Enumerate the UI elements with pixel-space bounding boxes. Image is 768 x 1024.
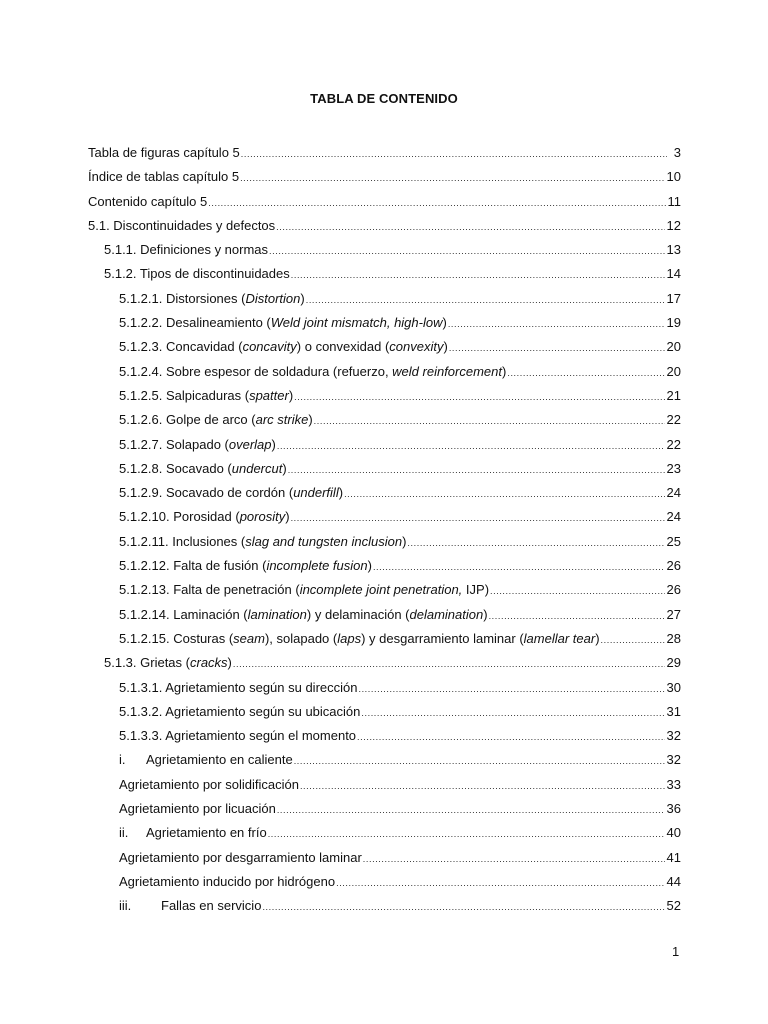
- toc-entry-text: ): [285, 509, 290, 525]
- toc-entry-italic-text: slag and tungsten inclusion: [245, 533, 403, 549]
- toc-entry-label: [104, 265, 290, 283]
- toc-entry-label: [119, 387, 293, 405]
- dot-leader: [241, 145, 667, 163]
- toc-entry-italic-text: seam: [233, 630, 265, 646]
- toc-entry-italic-text: underfill: [293, 485, 339, 501]
- toc-entry-italic-text: laps: [337, 630, 362, 646]
- toc-entry-page: 41: [666, 849, 681, 865]
- toc-entry-italic-text: concavity: [242, 339, 297, 355]
- toc-entry-text: 5.1.2.2. Desalineamiento (: [119, 315, 271, 331]
- toc-entry[interactable]: [88, 241, 681, 265]
- toc-entry-italic-text: lamellar tear: [523, 630, 596, 646]
- toc-entry-page: 26: [666, 558, 681, 574]
- dot-leader: [601, 631, 665, 649]
- toc-entry[interactable]: [88, 460, 681, 484]
- toc-entry-italic-text: overlap: [228, 436, 272, 452]
- toc-entry-text: ) y desgarramiento laminar (: [361, 630, 524, 646]
- toc-entry-text: 5.1.3.3. Agrietamiento según el momento: [119, 728, 357, 744]
- toc-entry-label: [119, 290, 305, 308]
- toc-entry-page: 52: [666, 898, 681, 914]
- dot-leader: [336, 874, 664, 892]
- toc-entry-italic-text: convexity: [389, 339, 444, 355]
- toc-entry[interactable]: [88, 508, 681, 532]
- toc-entry-label: [119, 363, 506, 381]
- toc-entry-page: 44: [666, 873, 681, 889]
- dot-leader: [448, 315, 665, 333]
- toc-entry-text: 5.1.2.7. Solapado (: [119, 436, 229, 452]
- dot-leader: [449, 339, 665, 357]
- toc-entry-page: 24: [666, 485, 681, 501]
- toc-entry-italic-text: delamination: [409, 606, 484, 622]
- toc-entry-page: 25: [666, 533, 681, 549]
- toc-entry-text: Tabla de figuras capítulo 5: [88, 145, 240, 160]
- toc-entry-text: 5.1.2.10. Porosidad (: [119, 509, 240, 525]
- dot-leader: [294, 388, 664, 406]
- toc-entry[interactable]: [88, 387, 681, 411]
- dot-leader: [233, 655, 665, 673]
- toc-entry-text: Agrietamiento por desgarramiento laminar: [119, 849, 362, 865]
- dot-leader: [358, 680, 664, 698]
- toc-entry-text: IJP): [462, 582, 490, 598]
- toc-entry-text: 5.1.2.3. Concavidad (: [119, 339, 243, 355]
- dot-leader: [407, 534, 664, 552]
- toc-entry-label: [88, 193, 207, 211]
- toc-entry-text: ): [282, 460, 287, 476]
- toc-entry-page: 33: [666, 776, 681, 792]
- toc-entry[interactable]: [88, 824, 681, 848]
- toc-entry-text: 5.1.3.1. Agrietamiento según su dirección: [119, 679, 358, 695]
- toc-entry-page: 27: [666, 606, 681, 622]
- dot-leader: [277, 801, 665, 819]
- toc-entry-label: [119, 581, 489, 599]
- dot-leader: [361, 704, 664, 722]
- toc-entry-text: ), solapado (: [264, 630, 338, 646]
- dot-leader: [507, 364, 664, 382]
- toc-entry-text: 5.1.2.14. Laminación (: [119, 606, 248, 622]
- toc-entry-text: 5.1.2.9. Socavado de cordón (: [119, 485, 294, 501]
- dot-leader: [291, 266, 665, 284]
- toc-entry-page: 19: [666, 315, 681, 331]
- toc-entry[interactable]: [88, 776, 681, 800]
- toc-entry-text: ): [338, 485, 344, 501]
- toc-entry-text: 5.1.2.15. Costuras (: [119, 630, 234, 646]
- toc-entry-page: 32: [666, 752, 681, 768]
- toc-entry-page: 23: [666, 460, 681, 476]
- dot-leader: [357, 728, 664, 746]
- toc-entry-page: 31: [666, 703, 681, 719]
- toc-entry-label: [88, 144, 240, 162]
- toc-entry-text: 5.1.2.1. Distorsiones (: [119, 290, 246, 306]
- toc-entry-italic-text: spatter: [249, 387, 289, 403]
- toc-entry-label: [119, 314, 447, 332]
- toc-entry-text: ): [300, 290, 305, 306]
- dot-leader: [269, 242, 665, 260]
- toc-entry-text: 5.1.2.13. Falta de penetración (: [119, 582, 300, 598]
- dot-leader: [291, 509, 665, 527]
- toc-entry-text: ): [367, 558, 372, 574]
- toc-entry-text: ): [443, 339, 448, 355]
- toc-entry-italic-text: incomplete fusion: [266, 558, 368, 574]
- toc-entry[interactable]: [88, 630, 681, 654]
- dot-leader: [373, 558, 665, 576]
- toc-entry-numeral: i.: [119, 752, 126, 768]
- toc-entry-label: [119, 533, 406, 551]
- toc-entry[interactable]: [88, 557, 681, 581]
- toc-entry-text: Agrietamiento en caliente: [146, 752, 293, 768]
- toc-entry-italic-text: lamination: [247, 606, 307, 622]
- toc-entry-page: 29: [666, 655, 681, 671]
- toc-entry-page: 20: [666, 339, 681, 355]
- toc-entry-text: 5.1.3. Grietas (: [104, 655, 190, 671]
- toc-entry-page: 3: [673, 145, 681, 160]
- toc-entry[interactable]: [88, 679, 681, 703]
- dot-leader: [300, 777, 665, 795]
- toc-entry[interactable]: [88, 168, 681, 192]
- toc-entry-page: 30: [666, 679, 681, 695]
- toc-entry-label: [119, 824, 267, 842]
- toc-entry-text: 5.1.2.4. Sobre espesor de soldadura (refuerzo,: [119, 363, 393, 379]
- toc-entry-label: [119, 436, 276, 454]
- toc-entry-text: Agrietamiento inducido por hidrógeno: [119, 873, 336, 889]
- toc-entry-page: 12: [666, 217, 681, 233]
- toc-entry-text: ): [288, 387, 294, 403]
- toc-entry-label: [119, 484, 343, 502]
- toc-entry-page: 32: [666, 728, 681, 744]
- toc-entry-text: Agrietamiento en frío: [146, 825, 267, 841]
- toc-entry-text: 5.1.2.12. Falta de fusión (: [119, 558, 267, 574]
- dot-leader: [268, 825, 665, 843]
- dot-leader: [306, 291, 665, 309]
- toc-entry-label: [119, 557, 372, 575]
- toc-entry-page: 21: [666, 387, 681, 403]
- toc-entry-label: [119, 508, 290, 526]
- toc-entry[interactable]: [88, 338, 681, 362]
- toc-entry-italic-text: arc strike: [255, 412, 309, 428]
- toc-entry-text: ): [442, 315, 447, 331]
- toc-entry[interactable]: [88, 314, 681, 338]
- toc-entry[interactable]: [88, 606, 681, 630]
- toc-entry[interactable]: [88, 193, 681, 217]
- toc-entry-text: ): [402, 533, 407, 549]
- toc-entry-italic-text: weld reinforcement: [392, 363, 502, 379]
- toc-entry-text: ): [271, 436, 276, 452]
- toc-entry[interactable]: [88, 265, 681, 289]
- toc-entry-label: [88, 217, 275, 235]
- toc-entry[interactable]: [88, 727, 681, 751]
- toc-entry-label: [119, 751, 293, 769]
- toc-entry-label: [119, 338, 448, 356]
- toc-entry[interactable]: [88, 751, 681, 775]
- toc-entry-page: 36: [666, 801, 681, 817]
- toc-entry-text: ): [308, 412, 313, 428]
- toc-entry[interactable]: [88, 849, 681, 873]
- toc-entry-numeral: ii.: [119, 825, 129, 841]
- toc-entry[interactable]: [88, 581, 681, 605]
- toc-entry[interactable]: [88, 873, 681, 897]
- toc-entry[interactable]: [88, 484, 681, 508]
- toc-entry-page: 26: [666, 582, 681, 598]
- page-number: 1: [672, 944, 680, 959]
- toc-entry[interactable]: [88, 411, 681, 435]
- dot-leader: [262, 898, 664, 916]
- toc-entry-label: [119, 411, 313, 429]
- toc-entry-text: 5.1.2. Tipos de discontinuidades: [104, 266, 290, 282]
- toc-entry-page: 40: [666, 825, 681, 841]
- toc-entry-text: Índice de tablas capítulo 5: [88, 169, 240, 185]
- toc-entry-label: [119, 703, 360, 721]
- toc-entry-text: Fallas en servicio: [161, 898, 262, 914]
- toc-entry-text: ) o convexidad (: [296, 339, 390, 355]
- toc-entry-label: [119, 776, 299, 794]
- toc-entry-text: ): [595, 630, 600, 646]
- toc-entry-page: 17: [666, 290, 681, 306]
- toc-entry-text: Contenido capítulo 5: [88, 193, 208, 209]
- toc-title: TABLA DE CONTENIDO: [310, 91, 458, 106]
- toc-entry-page: 11: [667, 193, 681, 209]
- toc-entry-label: [119, 849, 362, 867]
- toc-entry[interactable]: [88, 144, 681, 168]
- toc-entry-page: 14: [666, 266, 681, 282]
- toc-entry-label: [119, 630, 600, 648]
- toc-entry-page: 28: [666, 630, 681, 646]
- dot-leader: [363, 850, 665, 868]
- toc-entry-italic-text: undercut: [231, 460, 283, 476]
- dot-leader: [288, 461, 665, 479]
- toc-entry-italic-text: incomplete joint penetration,: [299, 582, 463, 598]
- dot-leader: [240, 169, 664, 187]
- toc-entry[interactable]: [88, 217, 681, 241]
- toc-entry-text: ): [483, 606, 488, 622]
- dot-leader: [490, 582, 665, 600]
- toc-entry-text: 5.1.2.11. Inclusiones (: [119, 533, 246, 549]
- dot-leader: [489, 607, 665, 625]
- toc-entry-page: 20: [666, 363, 681, 379]
- toc-entry-page: 24: [666, 509, 681, 525]
- toc-entry[interactable]: [88, 533, 681, 557]
- toc-entry-label: [119, 897, 261, 915]
- toc-entry-text: 5.1.3.2. Agrietamiento según su ubicación: [119, 703, 361, 719]
- toc-entry[interactable]: [88, 290, 681, 314]
- toc-entry-label: [119, 606, 488, 624]
- toc-entry-label: [119, 800, 276, 818]
- toc-entry-page: 13: [666, 242, 681, 258]
- toc-entry[interactable]: [88, 703, 681, 727]
- toc-entry[interactable]: [88, 654, 681, 678]
- dot-leader: [294, 752, 665, 770]
- dot-leader: [344, 485, 664, 503]
- toc-entry-italic-text: porosity: [239, 509, 286, 525]
- toc-entry-text: ): [502, 363, 507, 379]
- toc-entry[interactable]: [88, 800, 681, 824]
- toc-entry-text: 5.1.2.8. Socavado (: [119, 460, 232, 476]
- dot-leader: [208, 194, 665, 212]
- toc-entry-text: Agrietamiento por licuación: [119, 801, 276, 817]
- toc-entry-label: [88, 168, 239, 186]
- toc-entry-label: [119, 727, 356, 745]
- toc-entry-label: [119, 873, 335, 891]
- toc-entry-text: Agrietamiento por solidificación: [119, 776, 299, 792]
- toc-entry[interactable]: [88, 436, 681, 460]
- toc-entry[interactable]: [88, 363, 681, 387]
- toc-entry-numeral: iii.: [119, 898, 132, 914]
- toc-entry-italic-text: Weld joint mismatch, high-low: [270, 315, 443, 331]
- toc-entry-page: 10: [666, 169, 681, 185]
- toc-entry-text: ): [227, 655, 232, 671]
- toc-entry-label: [104, 654, 232, 672]
- table-of-contents: [88, 144, 681, 922]
- dot-leader: [276, 218, 664, 236]
- toc-entry-italic-text: Distortion: [245, 290, 301, 306]
- dot-leader: [314, 412, 665, 430]
- toc-entry-text: 5.1.1. Definiciones y normas: [104, 242, 269, 258]
- toc-entry-page: 22: [666, 412, 681, 428]
- toc-entry-label: [119, 460, 287, 478]
- toc-entry-text: 5.1. Discontinuidades y defectos: [88, 217, 276, 233]
- toc-entry-text: ) y delaminación (: [306, 606, 410, 622]
- toc-entry-label: [104, 241, 268, 259]
- toc-entry-text: 5.1.2.5. Salpicaduras (: [119, 387, 250, 403]
- toc-entry[interactable]: [88, 897, 681, 921]
- dot-leader: [277, 437, 665, 455]
- toc-entry-page: 22: [666, 436, 681, 452]
- toc-entry-text: 5.1.2.6. Golpe de arco (: [119, 412, 256, 428]
- toc-entry-italic-text: cracks: [189, 655, 228, 671]
- toc-entry-label: [119, 679, 357, 697]
